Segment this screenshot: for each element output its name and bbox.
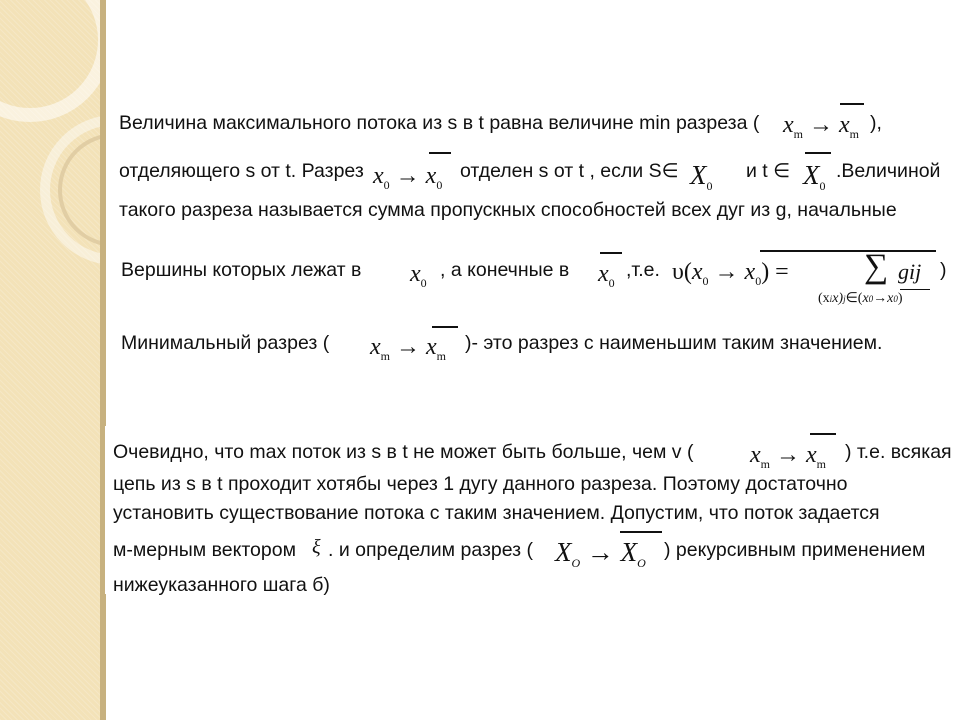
p2-line4-text-b: . и определим разрез ( <box>328 539 534 561</box>
vertex-x0: $x_0$ <box>410 261 427 290</box>
overline <box>432 326 458 328</box>
p1-line2-text-d: .Величиной <box>836 160 941 182</box>
cut-formula-3: $x_m \to x_m$ <box>370 334 446 363</box>
overline <box>600 252 622 254</box>
capacity-formula: $\upsilon(x_0 \to x_0)$ = <box>672 259 789 288</box>
overline <box>760 250 936 252</box>
p2-line5-text: нижеуказанного шага б) <box>113 574 330 596</box>
set-X0: $X_0$ <box>690 160 713 193</box>
p2-line2-text: цепь из s в t проходит хотябы через 1 дугу данного разреза. Поэтому достаточно <box>113 473 848 495</box>
overline <box>429 152 451 154</box>
p2-line4-text: м-мерным вектором <box>113 539 296 561</box>
p1-line2-text: отделяющего s от t. Разрез <box>119 160 364 182</box>
p1-line4-text: Вершины которых лежат в <box>121 259 362 281</box>
overline <box>840 103 864 105</box>
p1-line1-text: Величина максимального потока из s в t равна величине min разреза ( <box>119 112 760 134</box>
cut-formula-5: $X_O \to X_O$ <box>555 537 646 570</box>
gij: gij <box>898 259 922 284</box>
vertex-x0-bar: $x_0$ <box>598 261 615 290</box>
p2-line4-text-c: ) рекурсивным применением <box>664 539 926 561</box>
overline <box>620 531 662 533</box>
p1-line5-text-b: )- это разрез с наименьшим таким значением. <box>465 332 883 354</box>
p1-line4-text-c: ,т.е. <box>626 259 660 281</box>
p1-line1-close: ), <box>870 112 882 134</box>
p1-line2-text-b: отделен s от t , если S∈ <box>460 160 679 182</box>
p2-line3-text: установить существование потока с таким значением. Допустим, что поток задается <box>113 502 880 524</box>
cut-formula-1: $x_m \to x_m$ <box>783 112 859 141</box>
decorative-sidebar <box>0 0 106 720</box>
p1-line5-text: Минимальный разрез ( <box>121 332 330 354</box>
overline <box>900 289 930 290</box>
sidebar-edge <box>100 0 106 720</box>
p2-line1-close: ) т.е. всякая <box>845 441 952 463</box>
p2-line1-text: Очевидно, что max поток из s в t не может быть больше, чем v ( <box>113 441 694 463</box>
overline <box>810 433 836 435</box>
set-X0-bar: $X_0$ <box>803 160 826 193</box>
cut-formula-2: $x_0 \to x_0$ <box>373 163 443 192</box>
sum-symbol: ∑ <box>864 248 889 285</box>
p1-line3-text: такого разреза называется сумма пропускных способностей всех дуг из g, начальные <box>119 199 897 221</box>
cut-formula-4: $x_m \to x_m$ <box>750 442 826 471</box>
p1-line4-text-b: , а конечные в <box>440 259 570 281</box>
xi-symbol: ξ <box>312 536 321 558</box>
sum-subscript: (xix)j∈(x0→x0) <box>818 291 903 306</box>
decorative-arcs <box>0 0 106 300</box>
p1-line4-close: ) <box>940 259 947 281</box>
overline <box>805 152 831 154</box>
p1-line2-text-c: и t ∈ <box>746 160 791 182</box>
